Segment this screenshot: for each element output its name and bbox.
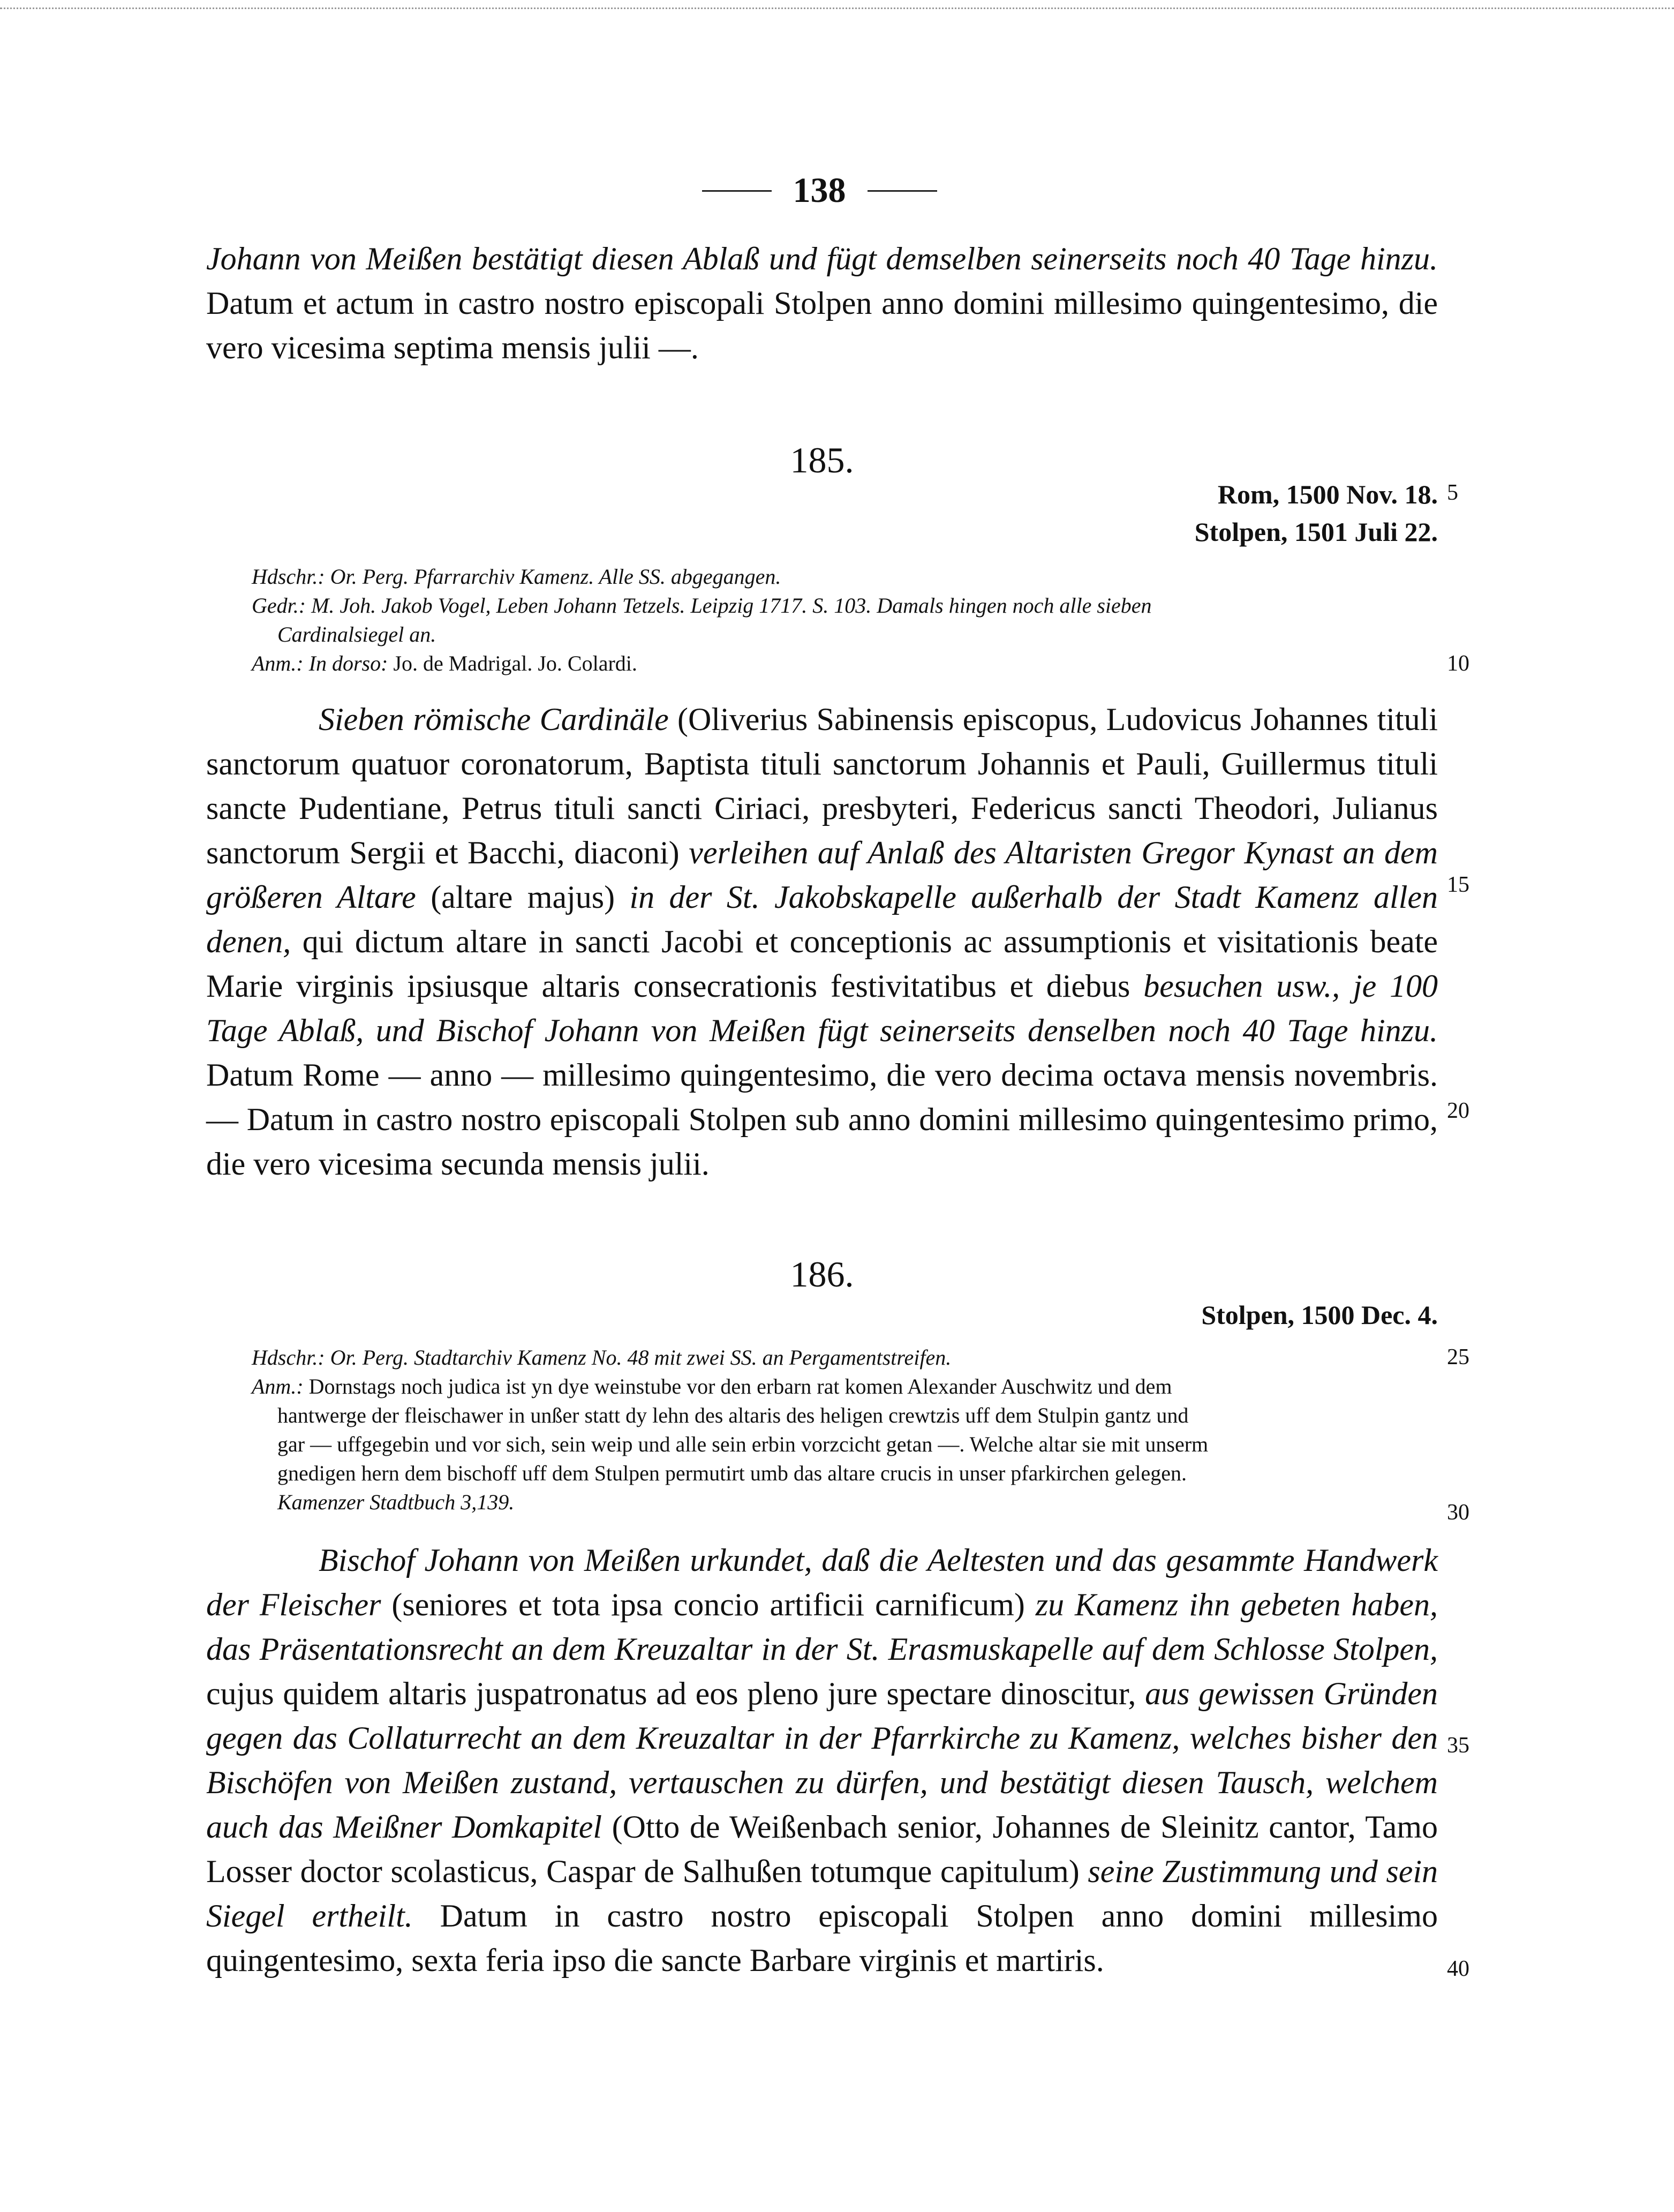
line-number-15: 15 (1447, 872, 1469, 897)
note-186-anm-l4: gnedigen hern dem bischoff uff dem Stulpen permutirt umb das altare crucis in unser pfarkirchen gelegen. (277, 1461, 1187, 1485)
intro-roman: Datum et actum in castro nostro episcopali Stolpen anno domini millesimo quingentesimo, die vero vicesima septima mensis julii —. (206, 285, 1438, 365)
entry-186-date-line1: Stolpen, 1500 Dec. 4. (1201, 1300, 1438, 1330)
scan-edge-line (0, 7, 1674, 9)
line-number-40: 40 (1447, 1957, 1469, 1981)
entry-186-number: 186. (790, 1254, 854, 1295)
entry-186-notes (252, 1343, 1438, 1517)
entry-185-date-line1: Rom, 1500 Nov. 18. (1217, 479, 1438, 509)
note-186-anm-l2: hantwerge der fleischawer in unßer statt dy lehn des altaris des heligen crewtzis uff dem Stulpin gantz und (277, 1403, 1189, 1427)
note-gedr: Gedr.: M. Joh. Jakob Vogel, Leben Johann Tetzels. Leipzig 1717. S. 103. Damals hingen noch alle sieben (252, 593, 1152, 618)
entry-185-number: 185. (790, 440, 854, 480)
line-number-20: 20 (1447, 1099, 1469, 1123)
intro-paragraph (206, 237, 1438, 370)
line-number-35: 35 (1447, 1733, 1469, 1758)
entry-185-notes (252, 562, 1438, 678)
entry-185-date (1195, 476, 1438, 551)
line-number-25: 25 (1447, 1345, 1469, 1370)
line-number-5: 5 (1447, 480, 1458, 505)
header-rule-right (868, 190, 937, 192)
header-rule-left (702, 190, 772, 192)
note-186-anm: Anm.: Dornstags noch judica ist yn dye weinstube vor den erbarn rat komen Alexander Auschwitz und dem (252, 1374, 1172, 1398)
page-number: 138 (793, 171, 846, 210)
entry-185-body: Sieben römische Cardinäle (Oliverius Sabinensis episcopus, Ludovicus Johannes tituli sanctorum quatuor coronatorum, Baptista tituli sanctorum Johannis et Pauli, Guillermus tituli sancte Pudentiane, Petrus tituli sancti Ciriaci, presbyteri, Federicus sancti Theodori, Julianus sanctorum Sergii et Bacchi, diaconi) verleihen auf Anlaß des Altaristen Gregor Kynast an dem größeren Altare (altare majus) in der St. Jakobskapelle außerhalb der Stadt Kamenz allen denen, qui dictum altare in sancti Jacobi et conceptionis ac assumptionis et visitationis beate Marie virginis ipsiusque altaris consecrationis festivitatibus et diebus besuchen usw., je 100 Tage Ablaß, und Bischof Johann von Meißen fügt seinerseits denselben noch 40 Tage hinzu. Datum Rome — anno — millesimo quingentesimo, die vero decima octava mensis novembris. — Datum in castro nostro episcopali Stolpen sub anno domini millesimo quingentesimo primo, die vero vicesima secunda mensis julii. (206, 702, 1438, 1182)
intro-italic: Johann von Meißen bestätigt diesen Ablaß und fügt demselben seinerseits noch 40 Tage hinzu. (206, 241, 1438, 276)
note-186-hdschr: Hdschr.: Or. Perg. Stadtarchiv Kamenz No. 48 mit zwei SS. an Pergamentstreifen. (252, 1345, 952, 1370)
entry-186-body: Bischof Johann von Meißen urkundet, daß die Aeltesten und das gesammte Handwerk der Fleischer (seniores et tota ipsa concio artificii carnificum) zu Kamenz ihn gebeten haben, das Präsentationsrecht an dem Kreuzaltar in der St. Erasmuskapelle auf dem Schlosse Stolpen, cujus quidem altaris juspatronatus ad eos pleno jure spectare dinoscitur, aus gewissen Gründen gegen das Collaturrecht an dem Kreuzaltar in der Pfarrkirche zu Kamenz, welches bisher den Bischöfen von Meißen zustand, vertauschen zu dürfen, und bestätigt diesen Tausch, welchem auch das Meißner Domkapitel (Otto de Weißenbach senior, Johannes de Sleinitz cantor, Tamo Losser doctor scolasticus, Caspar de Salhußen totumque capitulum) seine Zustimmung und sein Siegel ertheilt. Datum in castro nostro episcopali Stolpen anno domini millesimo quingentesimo, sexta feria ipso die sancte Barbare virginis et martiris. (206, 1543, 1438, 1978)
line-number-10: 10 (1447, 651, 1469, 676)
entry-185-date-line2: Stolpen, 1501 Juli 22. (1194, 517, 1438, 547)
line-number-30: 30 (1447, 1500, 1469, 1525)
note-186-anm-l5: Kamenzer Stadtbuch 3,139. (277, 1490, 515, 1514)
note-gedr-cont: Cardinalsiegel an. (277, 622, 436, 646)
page-header (675, 170, 964, 211)
note-hdschr: Hdschr.: Or. Perg. Pfarrarchiv Kamenz. Alle SS. abgegangen. (252, 565, 781, 589)
note-186-anm-l3: gar — uffgegebin und vor sich, sein weip und alle sein erbin vorzcicht getan —. Welche altar sie mit unserm (277, 1432, 1209, 1456)
note-anm: Anm.: In dorso: Jo. de Madrigal. Jo. Colardi. (252, 651, 637, 675)
entry-186-date (1201, 1296, 1438, 1334)
